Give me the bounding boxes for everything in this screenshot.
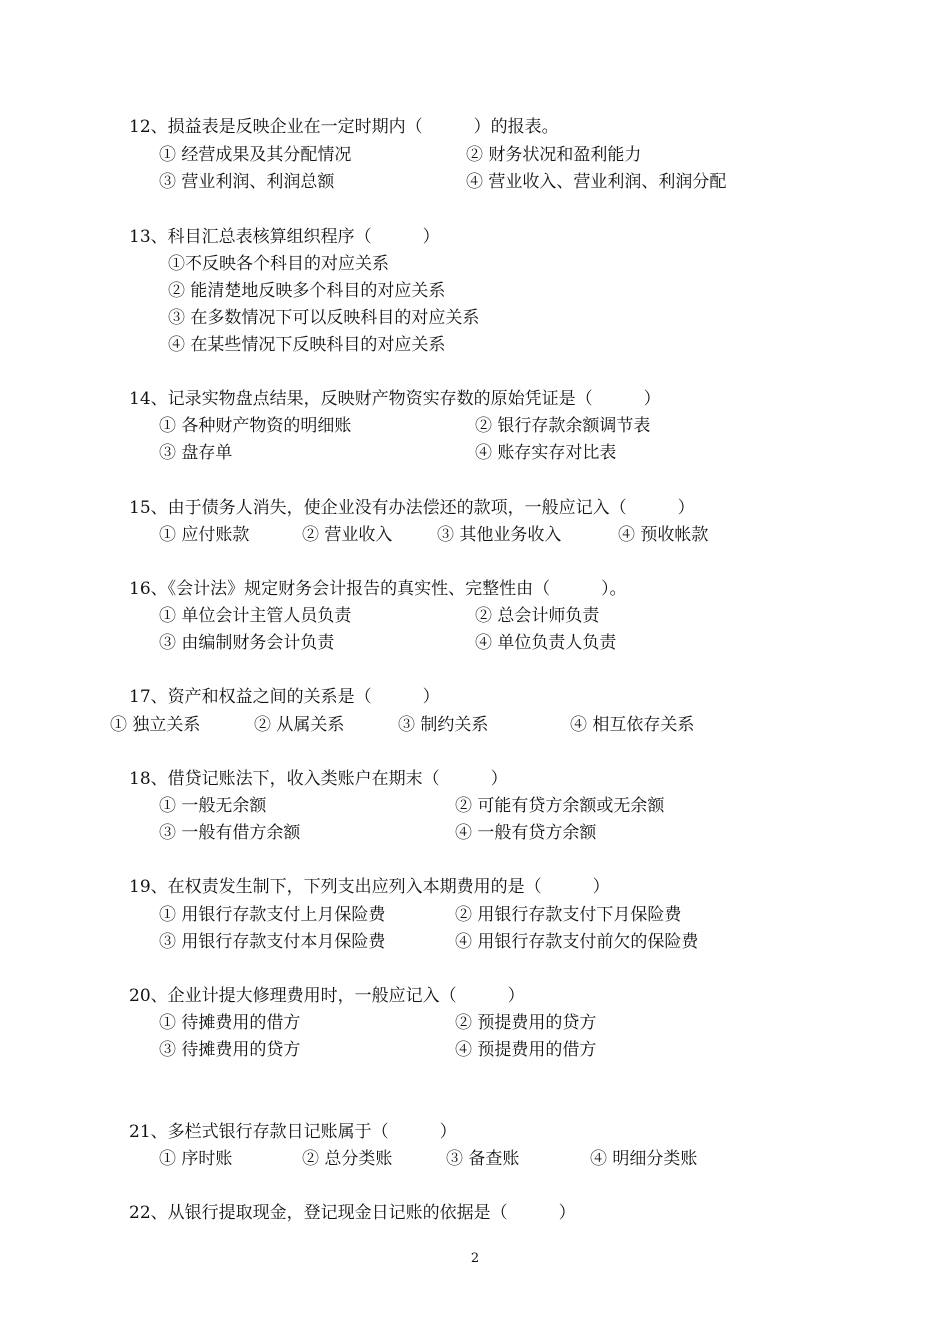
- question-12-option-3: ③ 营业利润、利润总额: [159, 172, 335, 192]
- question-20-option-1: ① 待摊费用的借方: [159, 1013, 301, 1033]
- question-13-option-2: ② 能清楚地反映多个科目的对应关系: [168, 281, 446, 301]
- question-12-option-2: ② 财务状况和盈利能力: [466, 145, 642, 165]
- question-21-option-4: ④ 明细分类账: [590, 1149, 698, 1169]
- question-20-option-3: ③ 待摊费用的贷方: [159, 1040, 301, 1060]
- question-14-option-3: ③ 盘存单: [159, 443, 233, 463]
- question-21-option-1: ① 序时账: [159, 1149, 233, 1169]
- question-19-option-2: ② 用银行存款支付下月保险费: [455, 905, 682, 925]
- question-18-option-1: ① 一般无余额: [159, 796, 267, 816]
- question-16-option-1: ① 单位会计主管人员负责: [159, 606, 352, 626]
- question-18-stem: 18、借贷记账法下，收入类账户在期末（ ）: [129, 769, 508, 789]
- question-17-option-1: ① 独立关系: [110, 715, 201, 735]
- question-15-option-3: ③ 其他业务收入: [437, 525, 562, 545]
- question-13-option-1: ①不反映各个科目的对应关系: [168, 254, 389, 274]
- question-19-option-4: ④ 用银行存款支付前欠的保险费: [455, 932, 699, 952]
- question-13-stem: 13、科目汇总表核算组织程序（ ）: [129, 227, 440, 247]
- question-16-option-4: ④ 单位负责人负责: [475, 633, 617, 653]
- question-15-option-2: ② 营业收入: [302, 525, 393, 545]
- question-21-option-3: ③ 备查账: [446, 1149, 520, 1169]
- question-12-option-1: ① 经营成果及其分配情况: [159, 145, 352, 165]
- question-20-option-4: ④ 预提费用的借方: [455, 1040, 597, 1060]
- page-number: 2: [470, 1251, 480, 1266]
- question-21-option-2: ② 总分类账: [302, 1149, 393, 1169]
- question-15-option-4: ④ 预收帐款: [618, 525, 709, 545]
- question-22-stem: 22、从银行提取现金，登记现金日记账的依据是（ ）: [129, 1203, 576, 1223]
- question-19-option-3: ③ 用银行存款支付本月保险费: [159, 932, 386, 952]
- question-19-option-1: ① 用银行存款支付上月保险费: [159, 905, 386, 925]
- question-21-stem: 21、多栏式银行存款日记账属于（ ）: [129, 1122, 457, 1142]
- question-20-stem: 20、企业计提大修理费用时，一般应记入（ ）: [129, 986, 525, 1006]
- question-12-stem: 12、损益表是反映企业在一定时期内（ ）的报表。: [129, 117, 559, 137]
- question-18-option-3: ③ 一般有借方余额: [159, 823, 301, 843]
- question-17-option-2: ② 从属关系: [254, 715, 345, 735]
- question-13-option-3: ③ 在多数情况下可以反映科目的对应关系: [168, 308, 480, 328]
- question-16-option-2: ② 总会计师负责: [475, 606, 600, 626]
- question-19-stem: 19、在权责发生制下，下列支出应列入本期费用的是（ ）: [129, 877, 610, 897]
- question-15-stem: 15、由于债务人消失，使企业没有办法偿还的款项，一般应记入（ ）: [129, 498, 695, 518]
- question-18-option-4: ④ 一般有贷方余额: [455, 823, 597, 843]
- question-14-stem: 14、记录实物盘点结果，反映财产物资实存数的原始凭证是（ ）: [129, 389, 661, 409]
- question-16-stem: 16、《会计法》规定财务会计报告的真实性、完整性由（ ）。: [129, 579, 627, 599]
- question-12-option-4: ④ 营业收入、营业利润、利润分配: [466, 172, 727, 192]
- question-17-option-4: ④ 相互依存关系: [570, 715, 695, 735]
- question-14-option-1: ① 各种财产物资的明细账: [159, 416, 352, 436]
- question-16-option-3: ③ 由编制财务会计负责: [159, 633, 335, 653]
- question-14-option-2: ② 银行存款余额调节表: [475, 416, 651, 436]
- question-17-option-3: ③ 制约关系: [398, 715, 489, 735]
- question-20-option-2: ② 预提费用的贷方: [455, 1013, 597, 1033]
- question-18-option-2: ② 可能有贷方余额或无余额: [455, 796, 665, 816]
- question-15-option-1: ① 应付账款: [159, 525, 250, 545]
- question-13-option-4: ④ 在某些情况下反映科目的对应关系: [168, 335, 446, 355]
- question-14-option-4: ④ 账存实存对比表: [475, 443, 617, 463]
- question-17-stem: 17、资产和权益之间的关系是（ ）: [129, 687, 440, 707]
